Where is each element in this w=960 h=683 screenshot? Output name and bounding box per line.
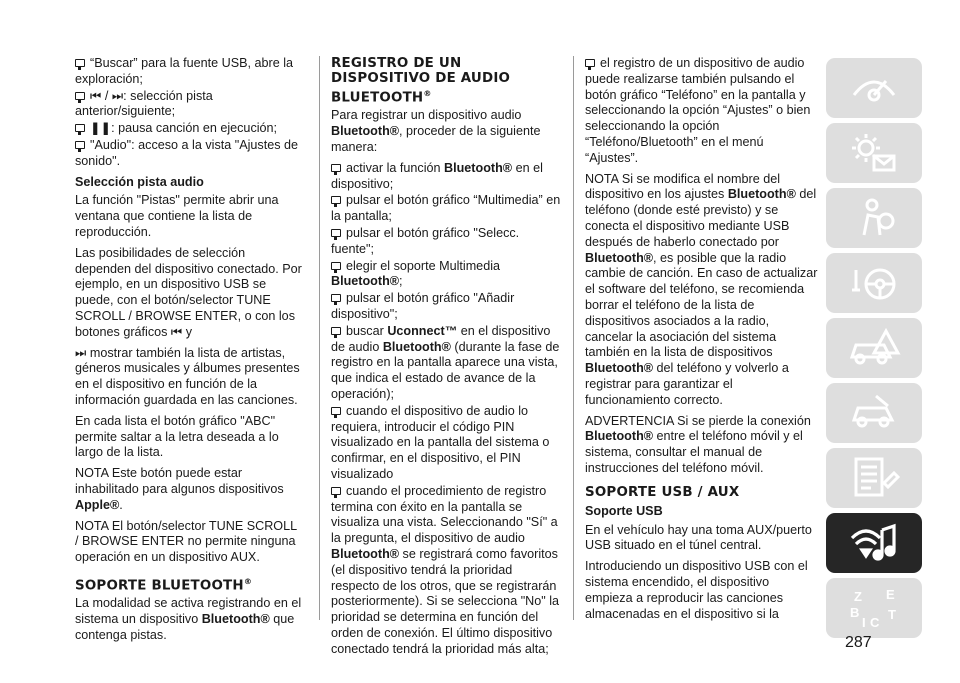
subheading: Selección pista audio [75, 174, 204, 189]
dashboard-icon [846, 65, 902, 111]
index-letter: Z [854, 589, 862, 604]
column-3 [585, 56, 820, 627]
airbag-safety-icon [846, 195, 902, 241]
bullet-item: buscar Uconnect™ en el dispositivo de audio Bluetooth® (durante la fase de registro en la pantalla aparece una vista, que indica el estado de avance de la operación); [331, 323, 560, 402]
tab-climate-lighting[interactable] [826, 123, 922, 183]
index-letter: E [886, 587, 895, 602]
bullet-icon [331, 229, 341, 237]
car-warning-icon [846, 325, 902, 371]
multimedia-icon [846, 520, 902, 566]
bullet-item: elegir el soporte Multimedia Bluetooth®; [331, 258, 500, 289]
warning: ADVERTENCIA Si se pierde la conexión Bluetooth® entre el teléfono móvil y el sistema, consultar el manual de instrucciones del teléfono móvil. [585, 413, 811, 475]
index-letter: I [862, 615, 866, 630]
paragraph: ⏭ mostrar también la lista de artistas, géneros musicales y álbumes presentes en el dispositivo en función de la información guardada en las canciones. [75, 345, 300, 407]
specifications-icon [846, 455, 902, 501]
column-1 [75, 56, 303, 649]
column-2 [331, 56, 563, 659]
index-letter: T [888, 607, 896, 622]
prev-next-icon: ⏮ / ⏭ [90, 88, 124, 103]
bullet-item: pulsar el botón gráfico "Añadir dispositivo"; [331, 291, 515, 322]
bullet-icon [331, 196, 341, 204]
bullet-icon [331, 327, 341, 335]
index-icon [846, 585, 902, 631]
climate-lighting-icon [846, 130, 902, 176]
note: NOTA Este botón puede estar inhabilitado para algunos dispositivos Apple®. [75, 466, 284, 512]
tab-index[interactable] [826, 578, 922, 638]
tab-multimedia[interactable] [826, 513, 922, 573]
chapter-tabs [826, 58, 922, 643]
bullet-icon [331, 164, 341, 172]
prev-icon: ⏮ [170, 324, 183, 339]
column-divider [573, 56, 574, 620]
bullet-item: "Audio": acceso a la vista "Ajustes de sonido". [75, 137, 299, 168]
bullet-item: el registro de un dispositivo de audio puede realizarse también pulsando el botón gráfico “Teléfono” en la pantalla y seleccionando la opción “Ajustes” o bien seleccionando la opción “Teléfono/Bluetooth” en el menú “Ajustes”. [585, 56, 811, 165]
bullet-item: pulsar el botón gráfico “Multimedia” en la pantalla; [331, 193, 561, 224]
section-heading-bluetooth: SOPORTE BLUETOOTH® [75, 576, 253, 594]
bullet-item: “Buscar” para la fuente USB, abre la exploración; [75, 56, 294, 86]
car-maintenance-icon [846, 390, 902, 436]
bullet-item: cuando el dispositivo de audio lo requiera, introducir el código PIN visualizado en la pantalla del sistema o confirmar, en el dispositivo, el PIN visualizado [331, 403, 550, 481]
bullet-icon [331, 262, 341, 270]
index-letter: C [870, 615, 880, 630]
page-number: 287 [845, 634, 872, 651]
tab-steering-wheel[interactable] [826, 253, 922, 313]
tab-car-maintenance[interactable] [826, 383, 922, 443]
next-icon: ⏭ [75, 345, 87, 360]
tab-dashboard[interactable] [826, 58, 922, 118]
column-divider [319, 56, 320, 620]
note: NOTA El botón/selector TUNE SCROLL / BROWSE ENTER no permite ninguna operación en un dispositivo AUX. [75, 518, 297, 565]
pause-icon: ❚❚ [90, 121, 112, 136]
paragraph: La función "Pistas" permite abrir una ventana que contiene la lista de reproducción. [75, 193, 279, 239]
bullet-icon [331, 294, 341, 302]
subheading: Soporte USB [585, 503, 663, 518]
bullet-item: ⏮ / ⏭: selección pista anterior/siguiente; [75, 88, 213, 119]
section-heading-usb-aux: SOPORTE USB / AUX [585, 484, 740, 500]
paragraph: En el vehículo hay una toma AUX/puerto USB situado en el túnel central. [585, 522, 812, 553]
section-heading-registro: REGISTRO DE UN DISPOSITIVO DE AUDIO BLUETOOTH® [331, 56, 511, 106]
bullet-item: pulsar el botón gráfico "Selecc. fuente"; [331, 226, 520, 256]
tab-specifications[interactable] [826, 448, 922, 508]
bullet-icon [585, 59, 595, 67]
paragraph: En cada lista el botón gráfico "ABC" permite saltar a la letra deseada a lo largo de la lista. [75, 413, 279, 460]
paragraph: La modalidad se activa registrando en el sistema un dispositivo Bluetooth® que contenga pistas. [75, 596, 302, 642]
steering-wheel-icon [846, 260, 902, 306]
bullet-icon [75, 124, 85, 132]
tab-car-warning[interactable] [826, 318, 922, 378]
bullet-icon [331, 407, 341, 415]
paragraph: Para registrar un dispositivo audio Bluetooth®, proceder de la siguiente manera: [331, 108, 541, 155]
paragraph: Las posibilidades de selección dependen del dispositivo conectado. Por ejemplo, en un dispositivo USB se puede, con el botón/selector TUNE SCROLL / BROWSE ENTER, o con los botones gráficos ⏮ y [75, 245, 302, 339]
paragraph: Introduciendo un dispositivo USB con el sistema encendido, el dispositivo empieza a reproducir las canciones almacenadas en el dispositivo si la [585, 559, 808, 621]
bullet-item: cuando el procedimiento de registro termina con éxito en la pantalla se visualiza una vista. Seleccionando "Sí" a la pregunta, el dispositivo de audio Bluetooth® se registrará como favoritos (el dispositivo tendrá la prioridad respecto de los otros, que se registrarán posteriormente). Si se selecciona "No" la prioridad se determina en función del orden de conexión. El último dispositivo conectado tendrá la prioridad más alta; [331, 483, 560, 656]
bullet-icon [75, 141, 85, 149]
bullet-icon [75, 92, 85, 100]
bullet-item: ❚❚: pausa canción en ejecución; [75, 121, 303, 137]
index-letter: B [850, 605, 860, 620]
bullet-item: activar la función Bluetooth® en el dispositivo; [331, 160, 543, 191]
note: NOTA Si se modifica el nombre del dispositivo en los ajustes Bluetooth® del teléfono (donde esté previsto) y se conecta el dispositivo mediante USB después de haberlo conectado por Bluetooth®, es posible que la radio cambie de canción. En caso de actualizar el software del teléfono, se recomienda borrar el teléfono de la lista de dispositivos asociados a la radio, cancelar la asociación del sistema también en la lista de dispositivos Bluetooth® del teléfono y volverlo a registrar para garantizar el funcionamiento correcto. [585, 171, 818, 407]
tab-airbag-safety[interactable] [826, 188, 922, 248]
bullet-icon [75, 59, 85, 67]
bullet-icon [331, 487, 341, 495]
